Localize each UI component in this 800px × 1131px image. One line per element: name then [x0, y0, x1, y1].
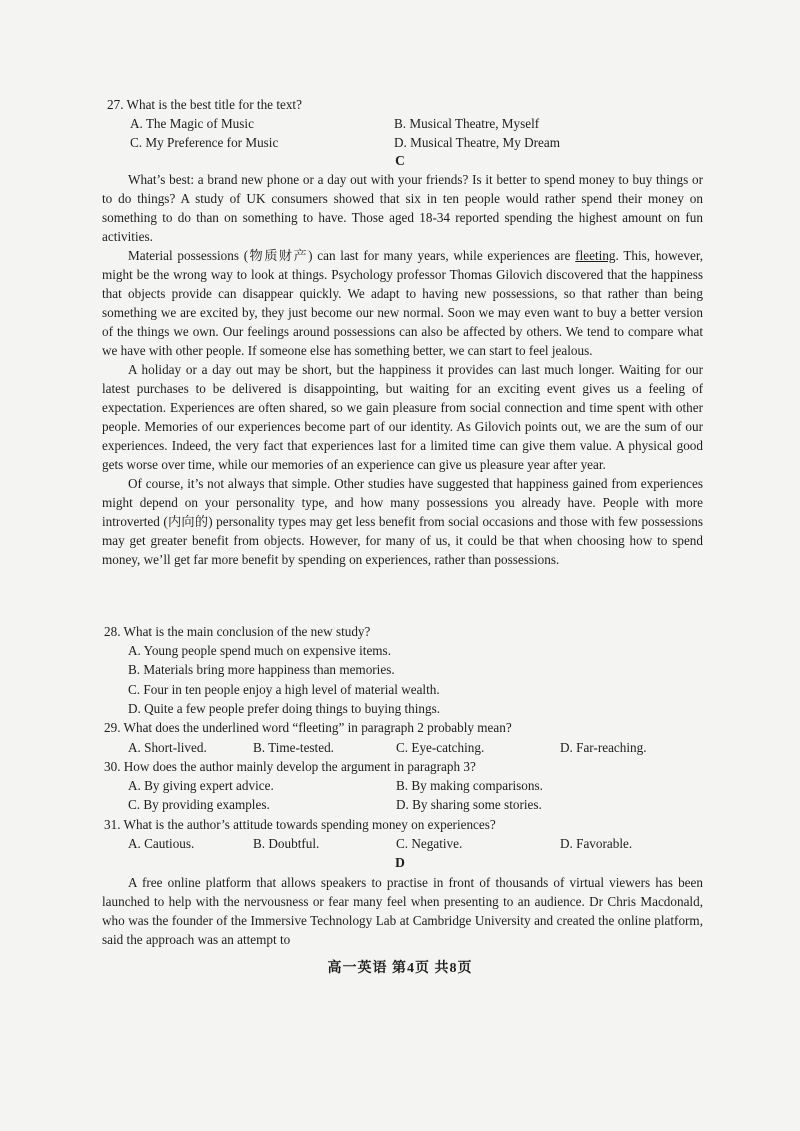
- q28-option-a: A. Young people spend much on expensive items.: [128, 643, 391, 658]
- q31-option-b: B. Doubtful.: [253, 836, 320, 851]
- passage-c-paragraph-3: A holiday or a day out may be short, but the happiness it provides can last much longer. Waiting for our latest purchases to be delivered is disappointing, but waiting for an exciting event gives us a feeling of expectation. Experiences are often shared, so we gain pleasure from social connection and time spent with other people. Memories of our experiences become part of our identity. As Gilovich points out, we are the sum of our experiences. Indeed, the very fact that experiences last for a limited time can give them value. A physical good gets worse over time, while our memories of an experience can give us pleasure year after year.: [102, 362, 703, 472]
- passage-c-paragraph-2: [102, 246, 703, 360]
- passage-c-paragraph-4: Of course, it’s not always that simple. Other studies have suggested that happiness gained from experiences might depend on your personality type, and how many possessions you already have. People with more introverted (内向的) personality types may get less benefit from social occasions and those with few possessions may get greater benefit from objects. However, for many of us, it could be that when choosing how to spend money, we’ll get far more benefit by spending on experiences, rather than possessions.: [102, 476, 703, 567]
- q31-stem: 31. What is the author’s attitude towards spending money on experiences?: [104, 817, 496, 832]
- q28-option-b: B. Materials bring more happiness than memories.: [128, 662, 395, 677]
- q29-option-b: B. Time-tested.: [253, 740, 334, 755]
- q27-option-d: D. Musical Theatre, My Dream: [394, 135, 561, 150]
- underlined-word-fleeting: fleeting: [575, 248, 616, 263]
- paragraph-2-text-rest: . This, however, might be the wrong way to look at things. Psychology professor Thomas Gilovich discovered that the happiness that objects provide can disappear quickly. We adapt to having new possessions, so that rather than being something we are excited by, they just become our new normal. Soon we may even want to buy a better version of the things we own. Our feelings around possessions can also be affected by others. We tend to compare what we have with other people. If someone else has something better, we can start to feel jealous.: [102, 248, 703, 358]
- q29-option-d: D. Far-reaching.: [560, 740, 647, 755]
- q27-option-a: A. The Magic of Music: [130, 116, 254, 131]
- paragraph-2-text-start: Material possessions (物质财产) can last for many years, while experiences are: [128, 248, 576, 263]
- passage-c-paragraph-1: What’s best: a brand new phone or a day out with your friends? Is it better to spend money to buy things or to do things? A study of UK consumers showed that six in ten people would rather spend their money on something to do than on something to have. Those aged 18-34 reported spending the highest amount on fun activities.: [102, 172, 703, 244]
- q31-option-c: C. Negative.: [396, 836, 463, 851]
- page-footer: 高一英语 第4页 共8页: [327, 961, 473, 976]
- q28-option-d: D. Quite a few people prefer doing things to buying things.: [128, 701, 441, 716]
- q27-stem: 27. What is the best title for the text?: [107, 97, 302, 112]
- q27-option-c: C. My Preference for Music: [130, 135, 279, 150]
- q30-option-d: D. By sharing some stories.: [396, 797, 542, 812]
- q29-option-a: A. Short-lived.: [128, 740, 207, 755]
- q30-option-a: A. By giving expert advice.: [128, 778, 274, 793]
- section-d-passage: [102, 873, 703, 949]
- q31-option-d: D. Favorable.: [560, 836, 633, 851]
- q30-stem: 30. How does the author mainly develop the argument in paragraph 3?: [104, 759, 476, 774]
- q30-option-b: B. By making comparisons.: [396, 778, 543, 793]
- section-c-heading: C: [395, 153, 405, 168]
- q28-option-c: C. Four in ten people enjoy a high level of material wealth.: [128, 682, 440, 697]
- q31-option-a: A. Cautious.: [128, 836, 195, 851]
- section-d-heading: D: [395, 855, 405, 870]
- q28-stem: 28. What is the main conclusion of the new study?: [104, 624, 371, 639]
- q29-option-c: C. Eye-catching.: [396, 740, 485, 755]
- passage-d-paragraph-1: A free online platform that allows speakers to practise in front of thousands of virtual viewers has been launched to help with the nervousness or fear many feel when presenting to an audience. Dr Chris Macdonald, who was the founder of the Immersive Technology Lab at Cambridge University and created the online platform, said the approach was an attempt to: [102, 875, 703, 947]
- q30-option-c: C. By providing examples.: [128, 797, 270, 812]
- q27-option-b: B. Musical Theatre, Myself: [394, 116, 540, 131]
- section-c-passage: [102, 170, 703, 569]
- q29-stem: 29. What does the underlined word “fleeting” in paragraph 2 probably mean?: [104, 720, 512, 735]
